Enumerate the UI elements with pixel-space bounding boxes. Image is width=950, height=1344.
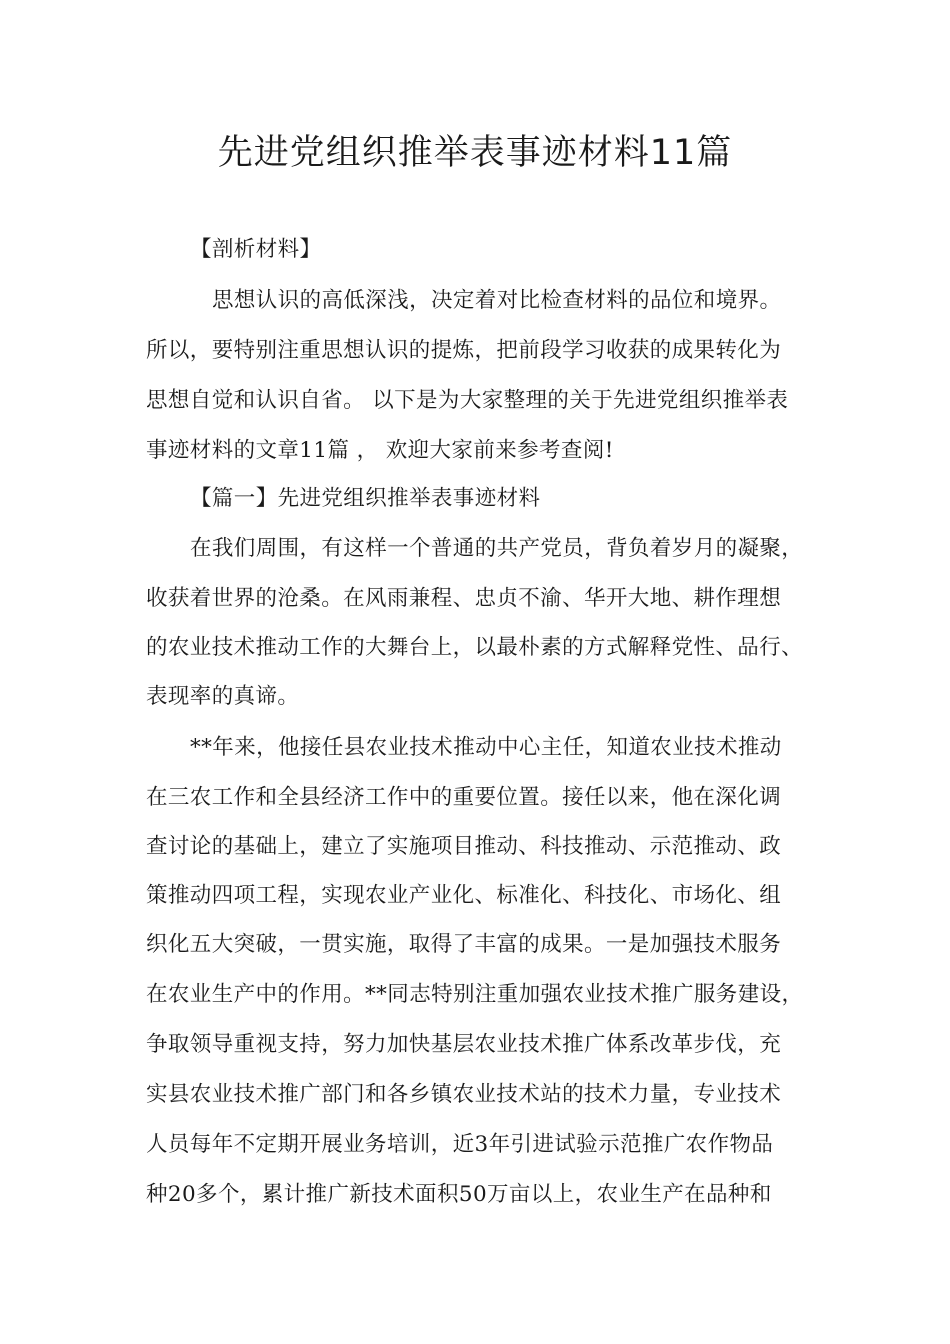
section-heading-analysis: 【剖析材料】	[190, 237, 322, 262]
paragraph-line: 表现率的真谛。	[146, 684, 300, 709]
paragraph-line: 人员每年不定期开展业务培训，近3年引进试验示范推广农作物品	[146, 1132, 774, 1157]
paragraph-line: 实县农业技术推广部门和各乡镇农业技术站的技术力量，专业技术	[146, 1082, 782, 1107]
document-title: 先进党组织推举表事迹材料11篇	[217, 133, 733, 173]
paragraph-line: 在我们周围，有这样一个普通的共产党员，背负着岁月的凝聚，	[190, 536, 804, 561]
paragraph-line: 在三农工作和全县经济工作中的重要位置。接任以来，他在深化调	[146, 785, 782, 810]
paragraph-line: 在农业生产中的作用。**同志特别注重加强农业技术推广服务建设，	[146, 982, 804, 1007]
section-heading-part-one: 【篇一】先进党组织推举表事迹材料	[190, 486, 541, 511]
paragraph-line: 思想认识的高低深浅，决定着对比检查材料的品位和境界。	[212, 288, 782, 313]
paragraph-line: 的农业技术推动工作的大舞台上，以最朴素的方式解释党性、品行、	[146, 635, 804, 660]
paragraph-line: 思想自觉和认识自省。 以下是为大家整理的关于先进党组织推举表	[146, 388, 789, 413]
paragraph-line: 收获着世界的沧桑。在风雨兼程、忠贞不渝、华开大地、耕作理想	[146, 586, 782, 611]
paragraph-line: **年来，他接任县农业技术推动中心主任，知道农业技术推动	[190, 735, 782, 760]
paragraph-line: 种20多个，累计推广新技术面积50万亩以上，农业生产在品种和	[146, 1182, 772, 1207]
paragraph-line: 查讨论的基础上，建立了实施项目推动、科技推动、示范推动、政	[146, 834, 782, 859]
paragraph-line: 所以，要特别注重思想认识的提炼，把前段学习收获的成果转化为	[146, 338, 782, 363]
paragraph-line: 策推动四项工程，实现农业产业化、标准化、科技化、市场化、组	[146, 883, 782, 908]
paragraph-line: 争取领导重视支持，努力加快基层农业技术推广体系改革步伐，充	[146, 1032, 782, 1057]
paragraph-line: 事迹材料的文章11篇 ， 欢迎大家前来参考查阅!	[146, 438, 614, 463]
paragraph-line: 织化五大突破，一贯实施，取得了丰富的成果。一是加强技术服务	[146, 932, 782, 957]
